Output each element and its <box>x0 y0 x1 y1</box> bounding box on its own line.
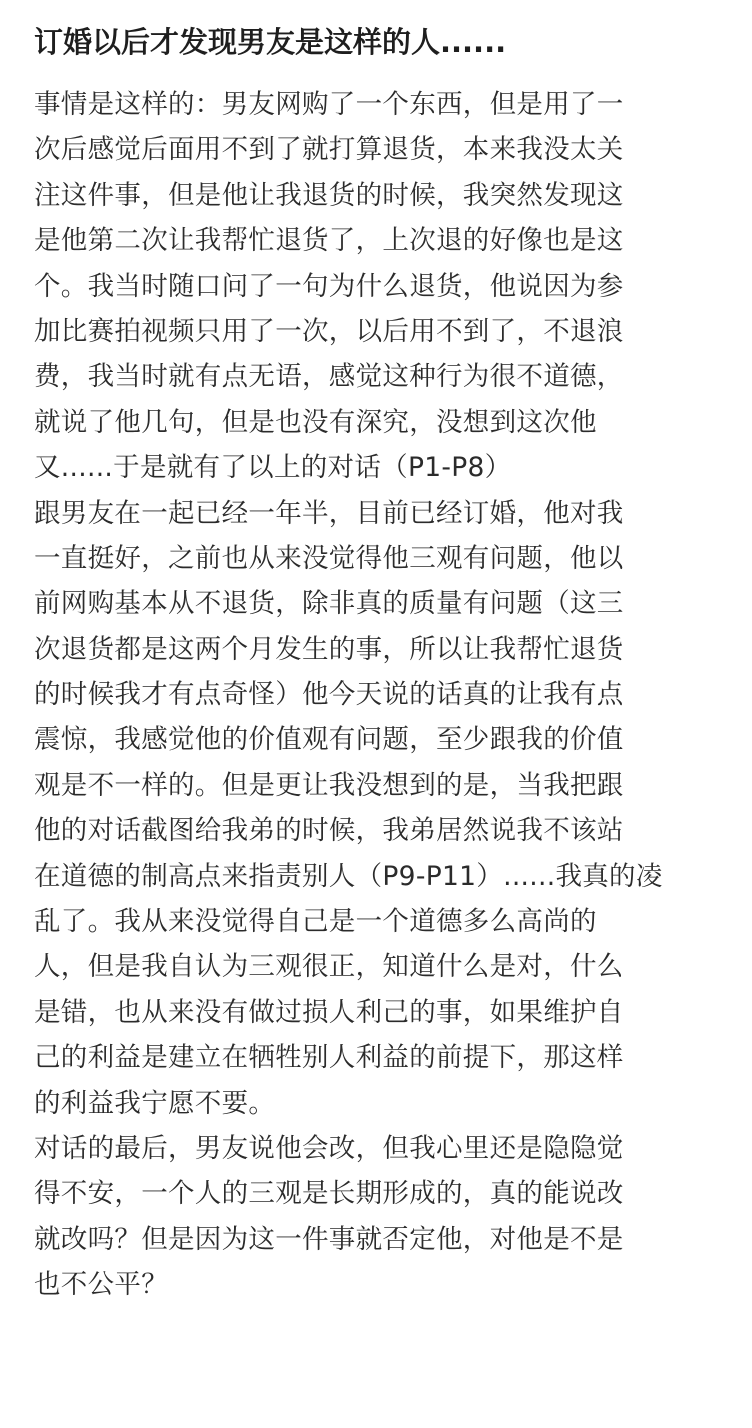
post-title: 订婚以后才发现男友是这样的人...... <box>34 25 507 59</box>
text-line: 费，我当时就有点无语，感觉这种行为很不道德， <box>34 361 624 393</box>
text-line: 就说了他几句，但是也没有深究，没想到这次他 <box>34 406 597 438</box>
text-line: 的时候我才有点奇怪）他今天说的话真的让我有点 <box>34 679 624 711</box>
paragraph-3 <box>34 1126 724 1308</box>
text-line: 对话的最后，男友说他会改，但我心里还是隐隐觉 <box>34 1132 624 1164</box>
text-line: 事情是这样的：男友网购了一个东西，但是用了一 <box>34 89 624 120</box>
post-body <box>34 82 724 1308</box>
paragraph-2 <box>34 491 724 1126</box>
text-line: 注这件事，但是他让我退货的时候，我突然发现这 <box>34 179 624 211</box>
text-line: 也不公平？ <box>34 1269 168 1301</box>
text-line: 他的对话截图给我弟的时候，我弟居然说我不该站 <box>34 815 624 847</box>
text-line: 己的利益是建立在牺牲别人利益的前提下，那这样 <box>34 1042 624 1074</box>
text-line: 次退货都是这两个月发生的事，所以让我帮忙退货 <box>34 633 624 665</box>
text-line: 个。我当时随口问了一句为什么退货，他说因为参 <box>34 270 624 302</box>
text-line: 又......于是就有了以上的对话（P1-P8） <box>34 452 512 484</box>
text-line: 的利益我宁愿不要。 <box>34 1087 276 1119</box>
text-line: 得不安，一个人的三观是长期形成的，真的能说改 <box>34 1178 624 1210</box>
text-line: 观是不一样的。但是更让我没想到的是，当我把跟 <box>34 769 624 801</box>
text-line: 震惊，我感觉他的价值观有问题，至少跟我的价值 <box>34 724 624 756</box>
text-line: 就改吗？但是因为这一件事就否定他，对他是不是 <box>34 1223 624 1255</box>
text-line: 次后感觉后面用不到了就打算退货，本来我没太关 <box>34 134 624 166</box>
text-line: 在道德的制高点来指责别人（P9-P11）......我真的凌 <box>34 860 663 892</box>
text-line: 一直挺好，之前也从来没觉得他三观有问题，他以 <box>34 542 624 574</box>
text-line: 是他第二次让我帮忙退货了，上次退的好像也是这 <box>34 225 624 257</box>
text-line: 加比赛拍视频只用了一次，以后用不到了，不退浪 <box>34 315 624 347</box>
text-line: 人，但是我自认为三观很正，知道什么是对，什么 <box>34 951 624 983</box>
paragraph-1 <box>34 82 724 491</box>
text-line: 乱了。我从来没觉得自己是一个道德多么高尚的 <box>34 906 597 938</box>
text-line: 前网购基本从不退货，除非真的质量有问题（这三 <box>34 588 624 620</box>
text-line: 跟男友在一起已经一年半，目前已经订婚，他对我 <box>34 497 624 529</box>
text-line: 是错，也从来没有做过损人利己的事，如果维护自 <box>34 996 624 1028</box>
